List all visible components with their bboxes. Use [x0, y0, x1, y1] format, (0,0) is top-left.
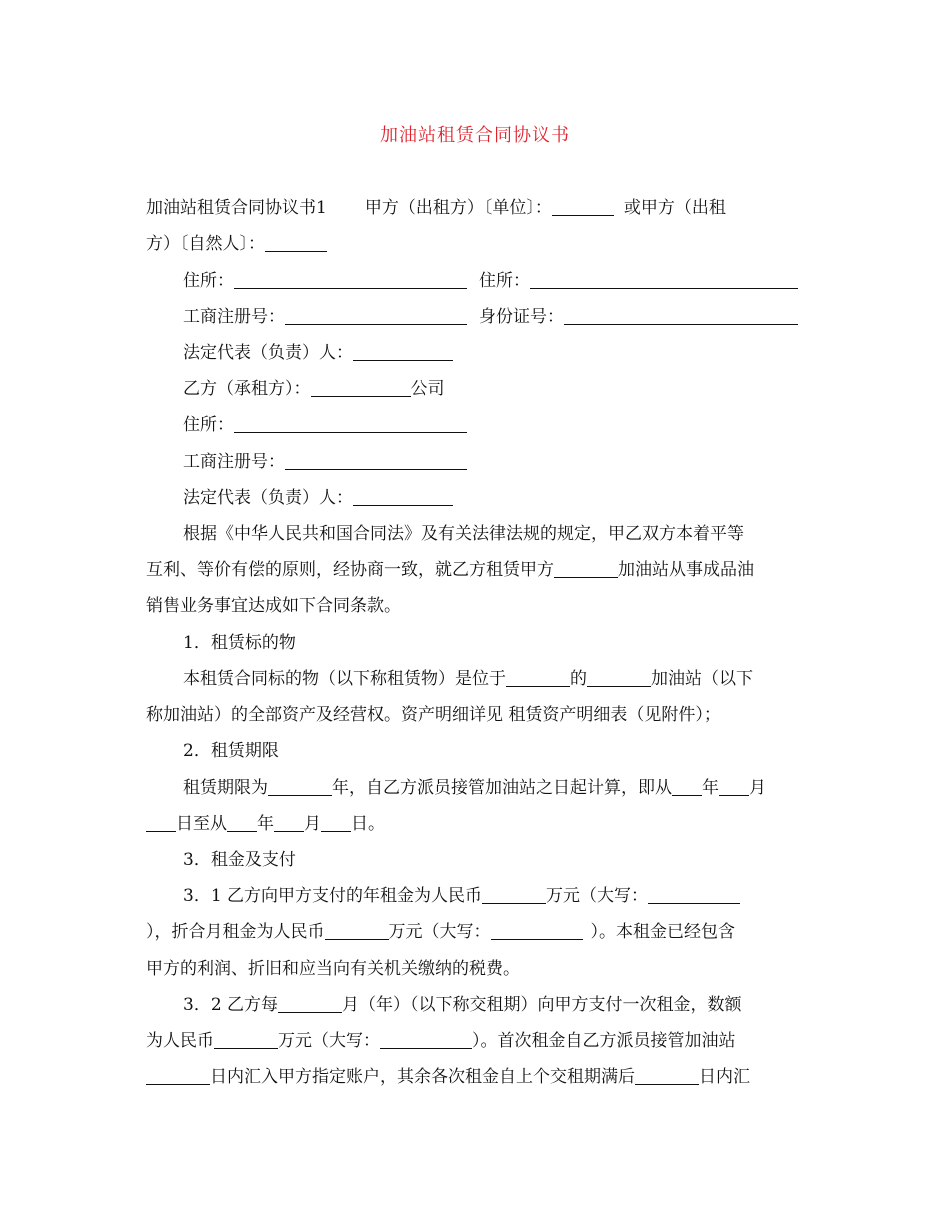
clause-3-1-text-d: 万元（大写：: [388, 922, 491, 942]
party-a-rep-blank[interactable]: [353, 340, 453, 361]
section-1-line-1: [183, 661, 863, 697]
installment-amount-blank[interactable]: [214, 1028, 278, 1049]
party-b-rep-blank[interactable]: [353, 485, 453, 506]
party-b-row: [183, 371, 863, 407]
end-year-blank[interactable]: [227, 811, 257, 832]
section-3-heading: 3．租金及支付: [183, 850, 296, 870]
party-b-rep-label: 法定代表（负责）人：: [183, 488, 353, 508]
preamble-line-2: [146, 552, 826, 588]
section-2-text-g: 月: [304, 814, 321, 834]
page-title: 加油站租赁合同协议书: [380, 125, 570, 146]
party-a-rep-row: [183, 335, 863, 371]
preamble-text-a: 互利、等价有偿的原则，经协商一致，就乙方租赁甲方: [146, 560, 554, 580]
clause-3-2-line-2: [146, 1023, 826, 1059]
section-1-text-c: 加油站（以下: [651, 669, 753, 689]
party-a-address2-label: 住所：: [479, 271, 530, 291]
annual-rent-blank[interactable]: [482, 883, 546, 904]
clause-3-1-text-c: ），折合月租金为人民币: [146, 922, 325, 942]
start-month-blank[interactable]: [719, 775, 749, 796]
party-a-person-blank[interactable]: [265, 231, 327, 252]
clause-3-1-text-e: ）。本租金已经包含: [590, 922, 735, 942]
preamble-station-blank[interactable]: [554, 557, 618, 578]
section-2-text-c: 年: [702, 778, 719, 798]
party-a-id-blank[interactable]: [564, 304, 798, 325]
doc-reference: 加油站租赁合同协议书1: [146, 198, 327, 218]
party-b-rep-row: [183, 480, 863, 516]
section-2-text-a: 租赁期限为: [183, 778, 268, 798]
section-2-heading: 2．租赁期限: [183, 741, 279, 761]
lease-years-blank[interactable]: [268, 775, 332, 796]
party-a-reg-blank[interactable]: [285, 304, 467, 325]
intro-line-2: [146, 226, 826, 262]
clause-3-2-text-d: 万元（大写：: [278, 1031, 380, 1051]
location-blank[interactable]: [506, 666, 570, 687]
clause-3-1-text-a: 3．1 乙方向甲方支付的年租金为人民币: [183, 886, 483, 906]
installment-words-blank[interactable]: [380, 1028, 472, 1049]
preamble-line-1: 根据《中华人民共和国合同法》及有关法律法规的规定，甲乙双方本着平等: [183, 524, 744, 544]
party-a-person-label: 方）〔自然人〕：: [146, 234, 265, 254]
party-a-address-label: 住所：: [183, 271, 234, 291]
station-name-blank[interactable]: [587, 666, 651, 687]
party-b-address-blank[interactable]: [234, 412, 467, 433]
party-a-reg-row: [183, 299, 863, 335]
clause-3-2-text-a: 3．2 乙方每: [183, 995, 279, 1015]
party-a-address-row: [183, 263, 863, 299]
section-1-text-b: 的: [570, 669, 587, 689]
party-b-company-suffix: 公司: [410, 379, 445, 399]
party-a-unit-blank[interactable]: [552, 195, 614, 216]
section-2-text-e: 日至从: [176, 814, 227, 834]
section-2-line-1: [183, 770, 863, 806]
party-b-reg-blank[interactable]: [285, 449, 467, 470]
section-1-text-a: 本租赁合同标的物（以下称租赁物）是位于: [183, 669, 506, 689]
clause-3-2-text-c: 为人民币: [146, 1031, 214, 1051]
section-1-line-2: 称加油站）的全部资产及经营权。资产明细详见 租赁资产明细表（见附件）；: [146, 705, 721, 725]
party-a-reg-label: 工商注册号：: [183, 307, 285, 327]
intro-line-1: [146, 190, 826, 226]
party-b-reg-label: 工商注册号：: [183, 452, 285, 472]
section-2-text-h: 日。: [351, 814, 385, 834]
preamble-line-3: 销售业务事宜达成如下合同条款。: [146, 596, 401, 616]
end-day-blank[interactable]: [321, 811, 351, 832]
start-day-blank[interactable]: [146, 811, 176, 832]
clause-3-1-text-b: 万元（大写：: [546, 886, 649, 906]
clause-3-2-line-1: [183, 987, 863, 1023]
section-2-line-2: [146, 806, 826, 842]
clause-3-2-text-e: ）。首次租金自乙方派员接管加油站: [472, 1031, 736, 1051]
section-2-text-d: 月: [749, 778, 766, 798]
party-b-reg-row: [183, 444, 863, 480]
monthly-rent-words-blank[interactable]: [491, 919, 583, 940]
clause-3-1-line-2: [146, 914, 826, 950]
clause-3-2-line-3: [146, 1059, 826, 1095]
party-b-label: 乙方（承租方）：: [183, 379, 311, 399]
party-a-address2-blank[interactable]: [530, 268, 798, 289]
party-b-address-row: [183, 407, 863, 443]
party-b-address-label: 住所：: [183, 415, 234, 435]
party-a-id-label: 身份证号：: [479, 307, 564, 327]
monthly-rent-blank[interactable]: [325, 919, 389, 940]
or-party-a-label: 或甲方（出租: [623, 198, 726, 218]
clause-3-1-line-1: [183, 878, 863, 914]
clause-3-2-text-g: 日内汇: [699, 1067, 750, 1087]
party-a-unit-label: 甲方（出租方）〔单位〕：: [364, 198, 552, 218]
payment-period-blank[interactable]: [278, 992, 342, 1013]
party-a-rep-label: 法定代表（负责）人：: [183, 343, 353, 363]
section-1-heading: 1．租赁标的物: [183, 633, 296, 653]
section-2-text-b: 年，自乙方派员接管加油站之日起计算，即从: [332, 778, 672, 798]
clause-3-2-text-f: 日内汇入甲方指定账户，其余各次租金自上个交租期满后: [210, 1067, 635, 1087]
first-payment-days-blank[interactable]: [146, 1064, 210, 1085]
clause-3-1-line-3: 甲方的利润、折旧和应当向有关机关缴纳的税费。: [146, 959, 520, 979]
start-year-blank[interactable]: [672, 775, 702, 796]
party-a-address-blank[interactable]: [234, 268, 467, 289]
section-2-text-f: 年: [257, 814, 274, 834]
later-payment-days-blank[interactable]: [635, 1064, 699, 1085]
annual-rent-words-blank[interactable]: [648, 883, 740, 904]
preamble-text-b: 加油站从事成品油: [618, 560, 754, 580]
party-b-company-blank[interactable]: [311, 376, 411, 397]
clause-3-2-text-b: 月（年）（以下称交租期）向甲方支付一次租金，数额: [342, 995, 742, 1015]
end-month-blank[interactable]: [274, 811, 304, 832]
